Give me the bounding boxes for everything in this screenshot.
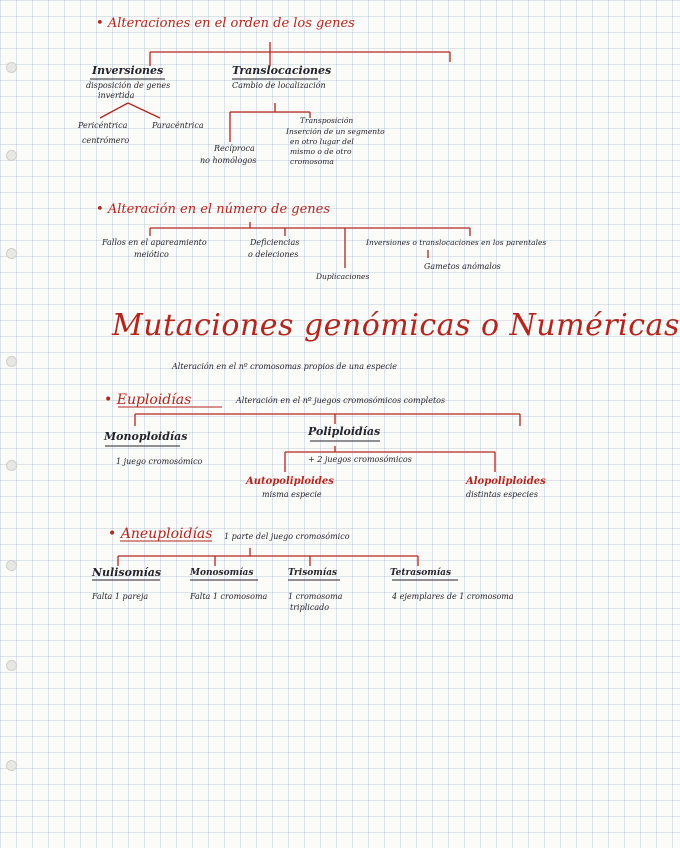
aneuploidias-desc: 1 parte del juego cromosómico (224, 532, 350, 541)
deficiencias-line-1: Deficiencias (250, 238, 300, 247)
numero-genes-title: • Alteración en el número de genes (96, 202, 331, 217)
main-heading: Mutaciones genómicas o Numéricas (112, 308, 680, 343)
poliploidias-desc: + 2 juegos cromosómicos (308, 455, 412, 464)
nulisomias-label: Nulisomías (92, 566, 162, 579)
fallos-line-1: Fallos en el apareamiento (102, 238, 207, 247)
deficiencias-line-2: o deleciones (248, 250, 299, 259)
trisomias-desc-1: 1 cromosoma (288, 592, 343, 601)
tetrasomias-desc: 4 ejemplares de 1 cromosoma (392, 592, 514, 601)
euploidias-title-text: Euploidías (116, 392, 192, 408)
monoploidias-label: Monoploidías (104, 430, 188, 443)
transposicion-desc-4: cromosoma (290, 157, 334, 166)
aneuploidias-title-text: Aneuploidías (120, 526, 213, 542)
paracentrica-label: Paracéntrica (152, 121, 204, 130)
inversiones-desc-2: invertida (98, 91, 135, 100)
pericentrica-label: Pericéntrica (78, 121, 128, 130)
euploidias-title: • Euploidías (104, 392, 192, 408)
orden-title: • Alteraciones en el orden de los genes (96, 16, 355, 31)
transposicion-desc-3: mismo o de otro (290, 147, 352, 156)
euploidias-desc: Alteración en el nº juegos cromosómicos completos (236, 396, 446, 405)
fallos-line-2: meiótico (134, 250, 169, 259)
alopoliploides-label: Alopoliploides (466, 476, 546, 487)
alopoliploides-desc: distintas especies (466, 490, 538, 499)
aneuploidias-title: • Aneuploidías (108, 526, 213, 542)
orden-title-text: Alteraciones en el orden de los genes (107, 16, 355, 31)
poliploidias-label: Poliploidías (308, 425, 381, 438)
autopoliploides-desc: misma especie (262, 490, 322, 499)
monosomias-label: Monosomías (190, 568, 254, 578)
transposicion-desc-1: Inserción de un segmento (286, 127, 385, 136)
autopoliploides-label: Autopoliploides (246, 476, 334, 487)
monoploidias-desc: 1 juego cromosómico (116, 457, 203, 466)
duplicaciones: Duplicaciones (316, 272, 370, 281)
transposicion-label: Transposición (300, 116, 354, 125)
monosomias-desc: Falta 1 cromosoma (190, 592, 268, 601)
numero-genes-title-text: Alteración en el número de genes (107, 202, 331, 217)
pericentrica-desc: centrómero (82, 136, 130, 145)
transposicion-desc-2: en otro lugar del (290, 137, 354, 146)
inversiones-translocaciones: Inversiones o translocaciones en los parentales (366, 238, 547, 247)
trisomias-desc-2: triplicado (290, 603, 330, 612)
inversiones-label: Inversiones (92, 64, 164, 77)
reciproca-label: Recíproca (214, 144, 255, 153)
translocaciones-label: Translocaciones (232, 64, 332, 77)
inversiones-desc-1: disposición de genes (86, 81, 171, 90)
translocaciones-desc: Cambio de localización (232, 81, 326, 90)
reciproca-desc: no homólogos (200, 156, 257, 165)
tetrasomias-label: Tetrasomías (390, 568, 452, 578)
main-subtitle: Alteración en el nº cromosomas propios de una especie (172, 362, 397, 371)
gametos-anomalos: Gametos anómalos (424, 262, 501, 271)
trisomias-label: Trisomías (288, 568, 338, 578)
nulisomias-desc: Falta 1 pareja (92, 592, 149, 601)
